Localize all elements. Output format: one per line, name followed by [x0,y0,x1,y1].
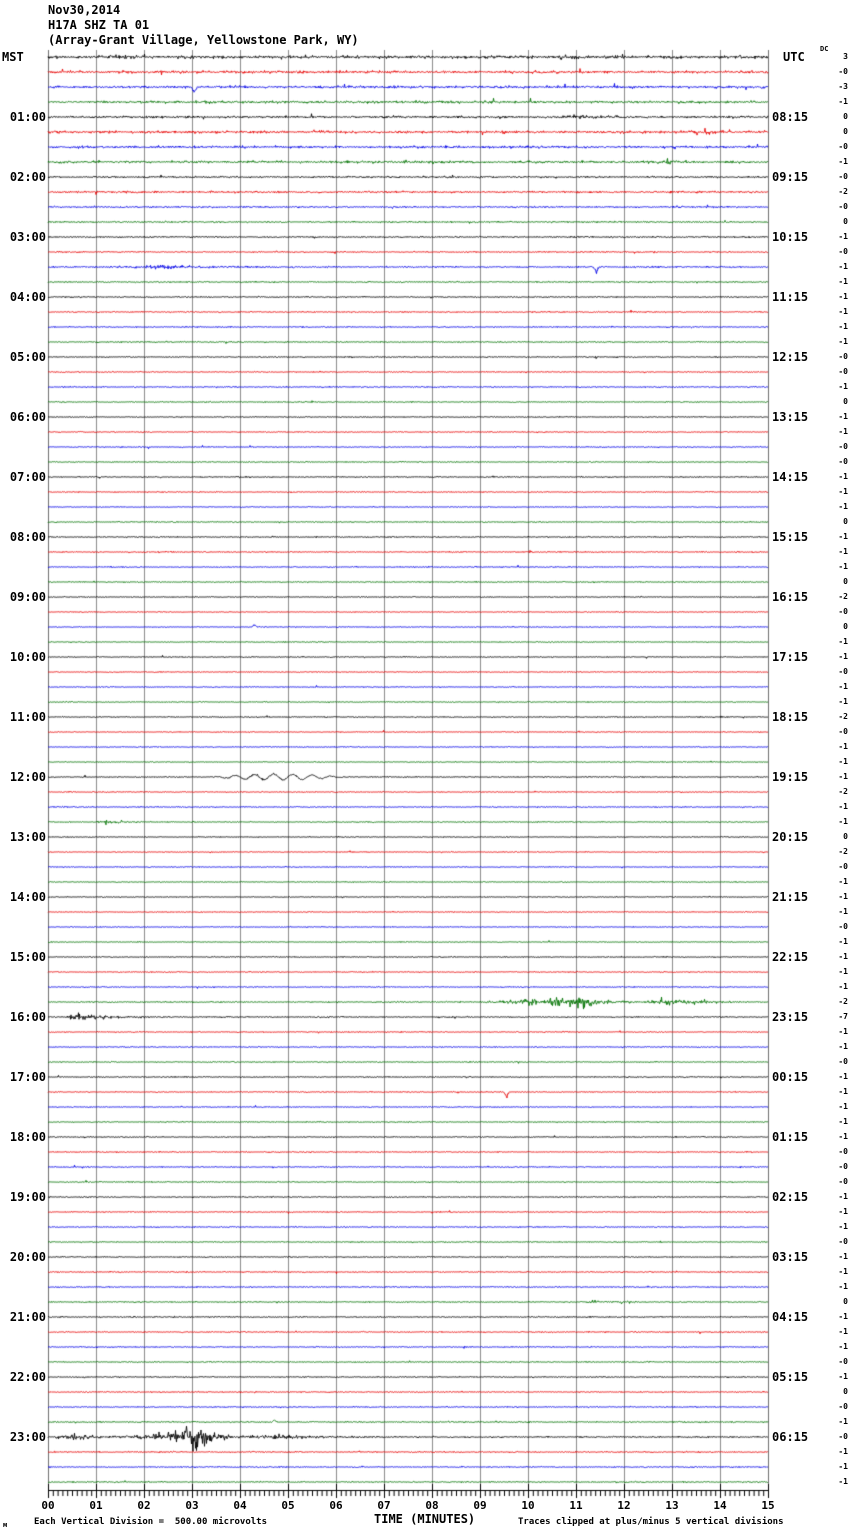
left-hour-label: 08:00 [9,530,46,544]
dc-offset-value: -1 [838,337,848,346]
x-axis-tick-label: 04 [233,1499,247,1512]
dc-offset-value: -1 [838,937,848,946]
dc-offset-value: -0 [838,1147,848,1156]
dc-offset-value: -2 [838,592,848,601]
right-hour-label: 18:15 [772,710,809,724]
left-hour-label: 16:00 [9,1010,46,1024]
dc-offset-value: -1 [838,292,848,301]
header-station: H17A SHZ TA 01 [48,18,150,32]
dc-offset-value: 0 [843,397,848,406]
x-axis-tick-label: 11 [569,1499,583,1512]
left-hour-label: 17:00 [9,1070,46,1084]
dc-offset-value: -0 [838,142,848,151]
right-hour-label: 01:15 [772,1130,809,1144]
x-axis-tick-label: 07 [377,1499,391,1512]
dc-offset-value: -1 [838,1372,848,1381]
dc-offset-value: -0 [838,922,848,931]
left-hour-label: 05:00 [9,350,46,364]
dc-offset-value: -1 [838,502,848,511]
dc-offset-value: -0 [838,247,848,256]
right-hour-label: 16:15 [772,590,809,604]
left-hour-label: 02:00 [9,170,46,184]
timezone-right-label: UTC [783,50,805,64]
x-axis-tick-label: 14 [713,1499,727,1512]
left-hour-label: 03:00 [9,230,46,244]
x-axis-tick-label: 12 [617,1499,631,1512]
dc-offset-value: -1 [838,157,848,166]
dc-offset-value: -1 [838,1267,848,1276]
right-hour-label: 23:15 [772,1010,809,1024]
dc-offset-value: -1 [838,427,848,436]
header-location: (Array-Grant Village, Yellowstone Park, WY) [48,33,359,47]
left-hour-label: 19:00 [9,1190,46,1204]
dc-offset-value: -2 [838,847,848,856]
dc-offset-value: -1 [838,322,848,331]
left-hour-label: 06:00 [9,410,46,424]
left-hour-label: 14:00 [9,890,46,904]
dc-offset-value: 0 [843,1387,848,1396]
x-axis-tick-label: 06 [329,1499,343,1512]
dc-offset-value: -1 [838,307,848,316]
dc-offset-value: -1 [838,967,848,976]
left-hour-label: 22:00 [9,1370,46,1384]
right-hour-label: 21:15 [772,890,809,904]
dc-offset-value: -0 [838,172,848,181]
left-hour-label: 18:00 [9,1130,46,1144]
dc-offset-value: -0 [838,67,848,76]
dc-offset-value: -0 [838,1402,848,1411]
right-hour-label: 10:15 [772,230,809,244]
x-axis-tick-label: 02 [137,1499,151,1512]
left-hour-label: 09:00 [9,590,46,604]
dc-offset-value: 0 [843,112,848,121]
dc-offset-value: -2 [838,187,848,196]
right-hour-label: 02:15 [772,1190,809,1204]
dc-offset-value: -1 [838,532,848,541]
right-hour-label: 09:15 [772,170,809,184]
dc-offset-value: -0 [838,862,848,871]
x-axis-tick-label: 00 [41,1499,55,1512]
dc-offset-value: -1 [838,1132,848,1141]
dc-offset-value: -0 [838,1057,848,1066]
right-hour-label: 08:15 [772,110,809,124]
dc-offset-value: -1 [838,1327,848,1336]
x-axis-tick-label: 09 [473,1499,487,1512]
x-axis-tick-label: 10 [521,1499,535,1512]
dc-offset-value: -1 [838,1102,848,1111]
dc-offset-value: -2 [838,712,848,721]
dc-offset-value: -1 [838,412,848,421]
left-hour-label: 20:00 [9,1250,46,1264]
left-hour-label: 11:00 [9,710,46,724]
dc-offset-value: -1 [838,1477,848,1486]
dc-offset-value: -1 [838,892,848,901]
right-hour-label: 05:15 [772,1370,809,1384]
left-hour-label: 21:00 [9,1310,46,1324]
dc-offset-value: -1 [838,1282,848,1291]
dc-offset-value: -1 [838,907,848,916]
right-hour-label: 04:15 [772,1310,809,1324]
dc-offset-value: -1 [838,1087,848,1096]
right-hour-label: 19:15 [772,770,809,784]
dc-offset-value: -1 [838,1042,848,1051]
dc-offset-value: -1 [838,817,848,826]
dc-offset-value: 0 [843,832,848,841]
dc-offset-value: -1 [838,1207,848,1216]
x-axis-tick-label: 15 [761,1499,775,1512]
right-hour-label: 06:15 [772,1430,809,1444]
dc-offset-value: -1 [838,1072,848,1081]
dc-offset-value: -1 [838,1117,848,1126]
dc-offset-value: -0 [838,667,848,676]
right-hour-label: 20:15 [772,830,809,844]
left-hour-label: 01:00 [9,110,46,124]
dc-offset-value: -0 [838,1177,848,1186]
x-axis-tick-label: 13 [665,1499,679,1512]
dc-offset-value: -1 [838,952,848,961]
dc-offset-value: -0 [838,727,848,736]
dc-offset-value: -0 [838,1237,848,1246]
dc-offset-value: -1 [838,1252,848,1261]
right-hour-label: 13:15 [772,410,809,424]
dc-offset-value: -0 [838,352,848,361]
left-hour-label: 23:00 [9,1430,46,1444]
dc-offset-value: -1 [838,742,848,751]
dc-offset-value: 3 [843,52,848,61]
right-hour-label: 11:15 [772,290,809,304]
dc-offset-value: -1 [838,562,848,571]
dc-offset-value: 0 [843,517,848,526]
x-axis-title: TIME (MINUTES) [374,1512,476,1526]
dc-offset-value: -1 [838,487,848,496]
dc-offset-value: -0 [838,442,848,451]
dc-offset-value: -1 [838,1462,848,1471]
dc-offset-value: -1 [838,772,848,781]
dc-offset-value: -1 [838,1027,848,1036]
x-axis-tick-label: 08 [425,1499,439,1512]
dc-offset-value: -1 [838,1447,848,1456]
dc-offset-value: -0 [838,607,848,616]
dc-offset-value: -0 [838,457,848,466]
dc-offset-value: 0 [843,1297,848,1306]
dc-offset-value: -0 [838,1432,848,1441]
scale-note: Each Vertical Division = 500.00 microvolts [34,1517,267,1527]
dc-offset-value: -0 [838,1162,848,1171]
right-hour-label: 03:15 [772,1250,809,1264]
dc-offset-value: 0 [843,577,848,586]
dc-offset-value: -0 [838,367,848,376]
dc-offset-value: -1 [838,472,848,481]
dc-offset-value: -1 [838,637,848,646]
dc-offset-value: -1 [838,1342,848,1351]
dc-offset-value: 0 [843,217,848,226]
left-hour-label: 13:00 [9,830,46,844]
left-hour-label: 07:00 [9,470,46,484]
dc-offset-value: 0 [843,622,848,631]
x-axis-tick-label: 01 [89,1499,103,1512]
right-hour-label: 12:15 [772,350,809,364]
dc-offset-value: -1 [838,97,848,106]
dc-offset-value: -1 [838,547,848,556]
dc-offset-value: -1 [838,982,848,991]
dc-offset-value: -0 [838,202,848,211]
dc-offset-value: -1 [838,232,848,241]
timezone-left-label: MST [2,50,24,64]
dc-offset-value: -3 [838,82,848,91]
left-hour-label: 12:00 [9,770,46,784]
dc-offset-value: -7 [838,1012,848,1021]
dc-offset-value: -1 [838,277,848,286]
dc-offset-value: -1 [838,1222,848,1231]
dc-offset-value: -1 [838,1192,848,1201]
dc-offset-value: -1 [838,697,848,706]
left-hour-label: 10:00 [9,650,46,664]
dc-offset-value: 0 [843,127,848,136]
dc-offset-value: -1 [838,682,848,691]
dc-offset-value: -1 [838,262,848,271]
left-hour-label: 04:00 [9,290,46,304]
x-axis-tick-label: 05 [281,1499,295,1512]
dc-offset-value: -1 [838,382,848,391]
dc-offset-value: -1 [838,652,848,661]
x-axis-tick-label: 03 [185,1499,199,1512]
left-hour-label: 15:00 [9,950,46,964]
dc-offset-value: -1 [838,1417,848,1426]
dc-offset-value: -0 [838,1357,848,1366]
right-hour-label: 14:15 [772,470,809,484]
dc-offset-value: -1 [838,757,848,766]
corner-mark: м [3,1521,8,1529]
clip-note: Traces clipped at plus/minus 5 vertical divisions [518,1517,784,1527]
right-hour-label: 22:15 [772,950,809,964]
dc-column-label: DC [820,45,829,53]
dc-offset-value: -1 [838,1312,848,1321]
dc-offset-value: -1 [838,877,848,886]
right-hour-label: 00:15 [772,1070,809,1084]
right-hour-label: 17:15 [772,650,809,664]
right-hour-label: 15:15 [772,530,809,544]
dc-offset-value: -2 [838,997,848,1006]
header-date: Nov30,2014 [48,3,121,17]
dc-offset-value: -2 [838,787,848,796]
dc-offset-value: -1 [838,802,848,811]
